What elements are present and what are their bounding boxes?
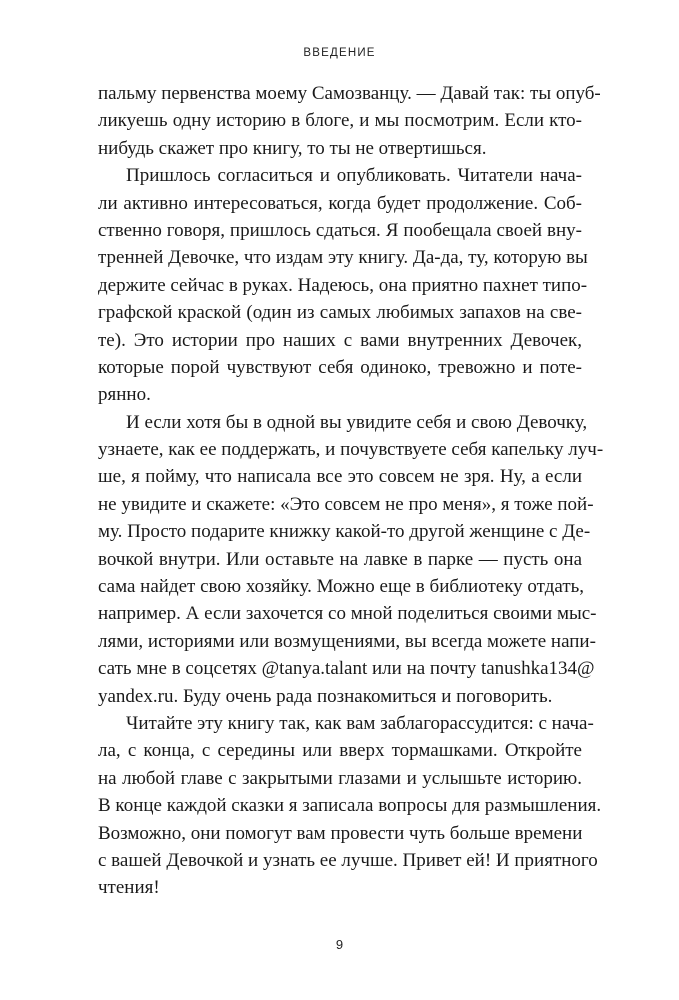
text-line: ли активно интересоваться, когда будет продолжение. Соб-: [98, 192, 582, 214]
text-line: те). Это истории про наших с вами внутренних Девочек,: [98, 329, 582, 351]
text-line: вочкой внутри. Или оставьте на лавке в парке — пусть она: [98, 548, 582, 570]
body-text: [98, 80, 604, 902]
text-line: которые порой чувствуют себя одиноко, тревожно и поте-: [98, 356, 582, 378]
text-line: пальму первенства моему Самозванцу. — Давай так: ты опуб-: [98, 83, 601, 104]
running-header: ВВЕДЕНИЕ: [303, 47, 376, 59]
text-line: В конце каждой сказки я записала вопросы для размышления.: [98, 795, 602, 817]
text-line: не увидите и скажете: «Это совсем не про меня», я тоже пой-: [98, 493, 594, 515]
text-line: yandex.ru. Буду очень рада познакомиться и поговорить.: [98, 685, 553, 707]
text-line: тренней Девочке, что издам эту книгу. Да-да, ту, которую вы: [98, 247, 588, 269]
text-line: И если хотя бы в одной вы увидите себя и свою Девочку,: [126, 411, 588, 433]
text-line: графской краской (один из самых любимых запахов на све-: [98, 302, 582, 324]
text-line: му. Просто подарите книжку какой-то другой женщине с Де-: [98, 521, 591, 543]
text-line: ственно говоря, пришлось сдаться. Я пообещала своей вну-: [98, 219, 582, 241]
text-line: сама найдет свою хозяйку. Можно еще в библиотеку отдать,: [98, 576, 585, 598]
text-line: ликуешь одну историю в блоге, и мы посмотрим. Если кто-: [98, 110, 582, 132]
text-line: сать мне в соцсетях @tanya.talant или на почту tanushka134@: [98, 658, 595, 680]
text-line: на любой главе с закрытыми глазами и услышьте историю.: [98, 767, 582, 789]
text-line: Возможно, они помогут вам провести чуть больше времени: [98, 822, 583, 844]
text-line: ше, я пойму, что написала все это совсем не зря. Ну, а если: [98, 466, 582, 488]
text-line: чтения!: [98, 877, 160, 899]
text-line: нибудь скажет про книгу, то ты не отвертишься.: [98, 137, 487, 159]
text-line: держите сейчас в руках. Надеюсь, она приятно пахнет типо-: [98, 274, 588, 296]
text-line: ла, с конца, с середины или вверх тормашками. Откройте: [98, 740, 582, 762]
text-line: рянно.: [98, 384, 151, 406]
text-line: узнаете, как ее поддержать, и почувствуете себя капельку луч-: [98, 439, 604, 461]
text-line: Читайте эту книгу так, как вам заблагорассудится: с нача-: [126, 712, 594, 734]
text-line: с вашей Девочкой и узнать ее лучше. Привет ей! И приятного: [98, 849, 598, 871]
text-line: лями, историями или возмущениями, вы всегда можете напи-: [98, 630, 596, 652]
text-line: Пришлось согласиться и опубликовать. Читатели нача-: [126, 165, 582, 187]
text-line: например. А если захочется со мной поделиться своими мыс-: [98, 603, 597, 625]
page-number: 9: [335, 937, 344, 952]
